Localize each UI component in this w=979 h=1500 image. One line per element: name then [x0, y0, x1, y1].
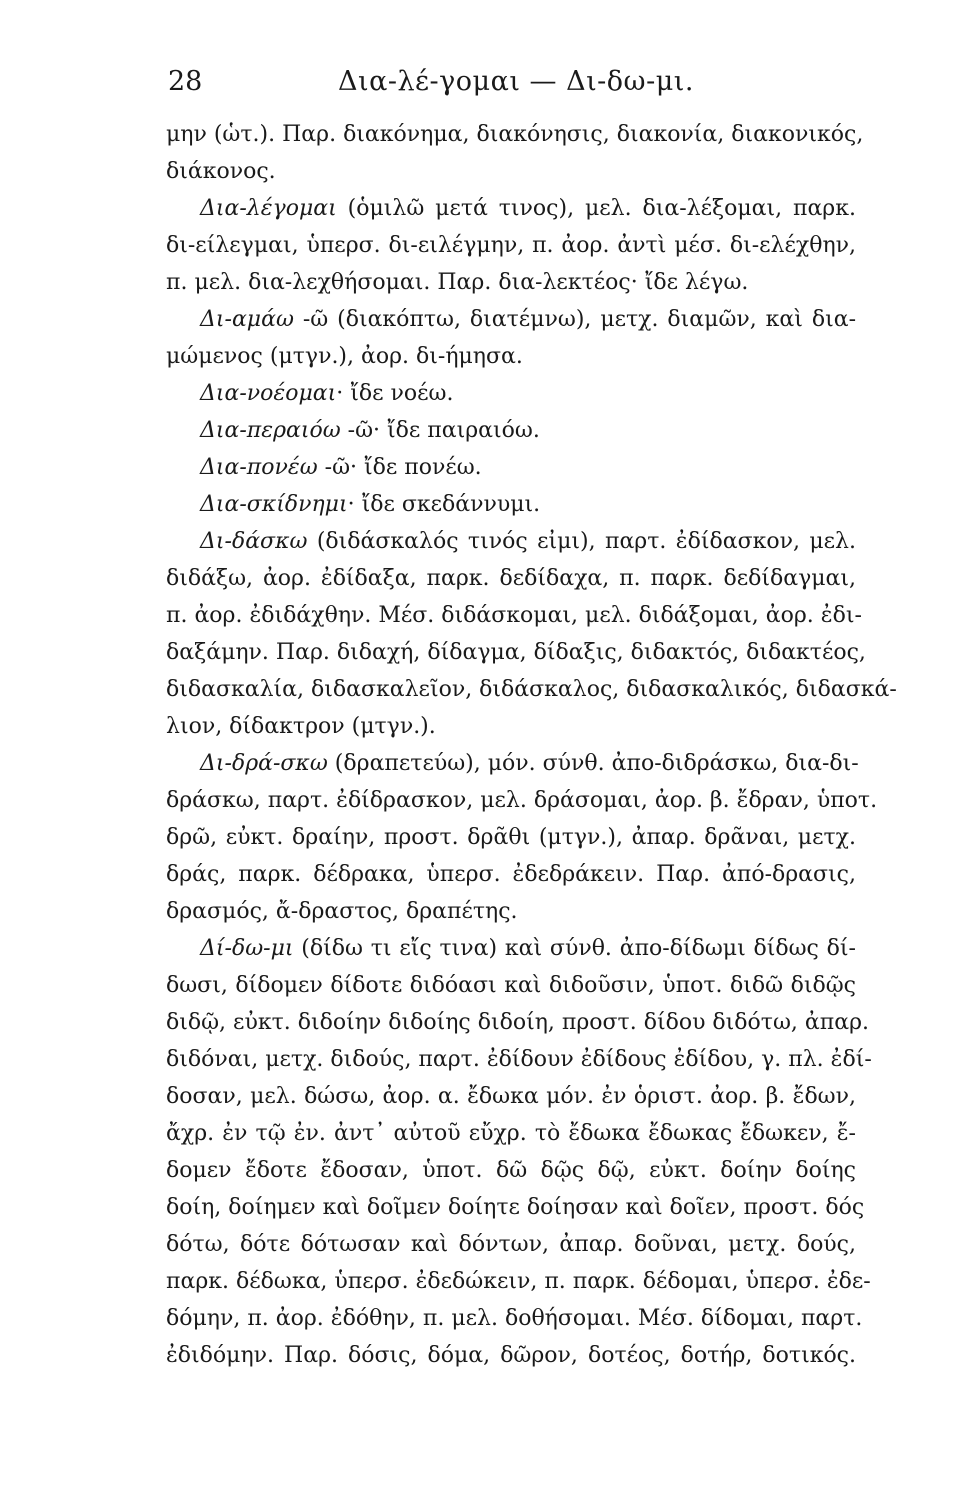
- text-line: [166, 745, 859, 782]
- text-line: [166, 708, 856, 745]
- text-line: [166, 153, 856, 190]
- entry-text: μην (ὡτ.). Παρ. διακόνημα, διακόνησις, διακονία, διακονικός,: [166, 122, 864, 147]
- page-header: [168, 60, 858, 104]
- text-line: [166, 116, 864, 153]
- entry-headword: Δι-δρά-σκω: [200, 751, 328, 776]
- entry-headword: Δια-νοέομαι: [200, 381, 337, 406]
- entry-text: διδῷ, εὐκτ. διδοίην διδοίης διδοίη, προστ. δίδου διδότω, ἀπαρ.: [166, 1010, 869, 1035]
- entry-text: ἐδιδόμην. Παρ. δόσις, δόμα, δῶρον, δοτέος, δοτήρ, δοτικός.: [166, 1343, 856, 1368]
- text-line: [166, 1300, 863, 1337]
- entry-text: διάκονος.: [166, 159, 276, 184]
- running-head: Δια-λέ-γομαι — Δι-δω-μι.: [338, 66, 694, 97]
- entry-text: δαξάμην. Παρ. διδαχή, δίδαγμα, δίδαξις, διδακτός, διδακτέος,: [166, 640, 866, 665]
- entry-text: δότω, δότε δότωσαν καὶ δόντων, ἀπαρ. δοῦναι, μετχ. δούς,: [166, 1232, 856, 1257]
- text-line: [166, 1115, 856, 1152]
- entry-text: διδόναι, μετχ. διδούς, παρτ. ἐδίδουν ἐδίδους ἐδίδου, γ. πλ. ἐδί-: [166, 1047, 872, 1072]
- text-line: [166, 597, 862, 634]
- text-line: [166, 930, 856, 967]
- text-line: [166, 227, 856, 264]
- entry-headword: Δι-δάσκω: [200, 529, 308, 554]
- entry-text: -ῶ· ἴδε παιραιόω.: [340, 418, 540, 443]
- text-line: [166, 634, 866, 671]
- entry-text: ἄχρ. ἐν τῷ ἐν. ἀντ᾽ αὐτοῦ εὔχρ. τὸ ἔδωκα ἔδωκας ἔδωκεν, ἔ-: [166, 1121, 856, 1146]
- text-line: [166, 1041, 872, 1078]
- entry-text: (διδάσκαλός τινός εἰμι), παρτ. ἐδίδασκον, μελ.: [307, 529, 856, 554]
- entry-text: δοσαν, μελ. δώσω, ἀορ. α. ἔδωκα μόν. ἐν ὁριστ. ἀορ. β. ἔδων,: [166, 1084, 856, 1109]
- entry-text: δράσκω, παρτ. ἐδίδρασκον, μελ. δράσομαι, ἀορ. β. ἔδραν, ὑποτ.: [166, 788, 878, 813]
- entry-text: π. μελ. δια-λεχθήσομαι. Παρ. δια-λεκτέος· ἴδε λέγω.: [166, 270, 749, 295]
- entry-text: · ἴδε σκεδάννυμι.: [347, 492, 541, 517]
- entry-text: · ἴδε νοέω.: [336, 381, 454, 406]
- entry-headword: Δια-περαιόω: [200, 418, 341, 443]
- entry-text: μώμενος (μτγν.), ἀορ. δι-ήμησα.: [166, 344, 523, 369]
- text-line: [166, 967, 856, 1004]
- entry-headword: Δια-λέγομαι: [200, 196, 337, 221]
- text-line: [166, 301, 856, 338]
- text-line: [166, 449, 856, 486]
- entry-text: παρκ. δέδωκα, ὑπερσ. ἐδεδώκειν, π. παρκ. δέδομαι, ὑπερσ. ἐδε-: [166, 1269, 871, 1294]
- text-line: [166, 412, 856, 449]
- text-line: [166, 1004, 869, 1041]
- entry-text: δόμην, π. ἀορ. ἐδόθην, π. μελ. δοθήσομαι. Μέσ. δίδομαι, παρτ.: [166, 1306, 863, 1331]
- text-line: [166, 1152, 856, 1189]
- text-line: [166, 190, 856, 227]
- text-line: [166, 264, 856, 301]
- entry-text: -ῶ· ἴδε πονέω.: [317, 455, 482, 480]
- entry-text: π. ἀορ. ἐδιδάχθην. Μέσ. διδάσκομαι, μελ. διδάξομαι, ἀορ. ἐδι-: [166, 603, 862, 628]
- text-line: [166, 782, 878, 819]
- entry-text: δράς, παρκ. δέδρακα, ὑπερσ. ἐδεδράκειν. Παρ. ἀπό-δρασις,: [166, 862, 856, 887]
- text-line: [166, 560, 856, 597]
- entry-text: δοίη, δοίημεν καὶ δοῖμεν δοίητε δοίησαν καὶ δοῖεν, προστ. δός: [166, 1195, 865, 1220]
- text-line: [166, 1189, 865, 1226]
- entry-text: λιον, δίδακτρον (μτγν.).: [166, 714, 436, 739]
- entry-text: διδασκαλία, διδασκαλεῖον, διδάσκαλος, διδασκαλικός, διδασκά-: [166, 677, 897, 702]
- entry-text: (ὁμιλῶ μετά τινος), μελ. δια-λέξομαι, παρκ.: [336, 196, 856, 221]
- entry-text: διδάξω, ἀορ. ἐδίδαξα, παρκ. δεδίδαχα, π. παρκ. δεδίδαγμαι,: [166, 566, 856, 591]
- entries-text: [166, 116, 897, 1374]
- text-line: [166, 486, 856, 523]
- entry-text: δρῶ, εὐκτ. δραίην, προστ. δρᾶθι (μτγν.), ἀπαρ. δρᾶναι, μετχ.: [166, 825, 856, 850]
- entry-text: δρασμός, ἄ-δραστος, δραπέτης.: [166, 899, 518, 924]
- text-line: [166, 1337, 856, 1374]
- entry-text: (δραπετεύω), μόν. σύνθ. ἀπο-διδράσκω, δια-δι-: [327, 751, 859, 776]
- text-line: [166, 1078, 856, 1115]
- text-line: [166, 375, 856, 412]
- text-line: [166, 856, 856, 893]
- entry-text: δι-είλεγμαι, ὑπερσ. δι-ειλέγμην, π. ἀορ. ἀντὶ μέσ. δι-ελέχθην,: [166, 233, 856, 258]
- entry-text: δωσι, δίδομεν δίδοτε διδόασι καὶ διδοῦσιν, ὑποτ. διδῶ διδῷς: [166, 973, 856, 998]
- text-line: [166, 1226, 856, 1263]
- entry-headword: Δια-πονέω: [200, 455, 318, 480]
- entry-headword: Δί-δω-μι: [200, 936, 294, 961]
- text-line: [166, 523, 856, 560]
- page-number: 28: [168, 66, 203, 97]
- text-line: [166, 1263, 871, 1300]
- text-line: [166, 819, 856, 856]
- entry-text: δομεν ἔδοτε ἔδοσαν, ὑποτ. δῶ δῷς δῷ, εὐκτ. δοίην δοίης: [166, 1158, 856, 1183]
- text-line: [166, 671, 897, 708]
- text-line: [166, 338, 856, 375]
- entry-headword: Δια-σκίδνημι: [200, 492, 348, 517]
- text-line: [166, 893, 856, 930]
- entry-text: -ῶ (διακόπτω, διατέμνω), μετχ. διαμῶν, καὶ δια-: [293, 307, 856, 332]
- entry-headword: Δι-αμάω: [200, 307, 294, 332]
- entry-text: (δίδω τι εἴς τινα) καὶ σύνθ. ἀπο-δίδωμι δίδως δί-: [293, 936, 856, 961]
